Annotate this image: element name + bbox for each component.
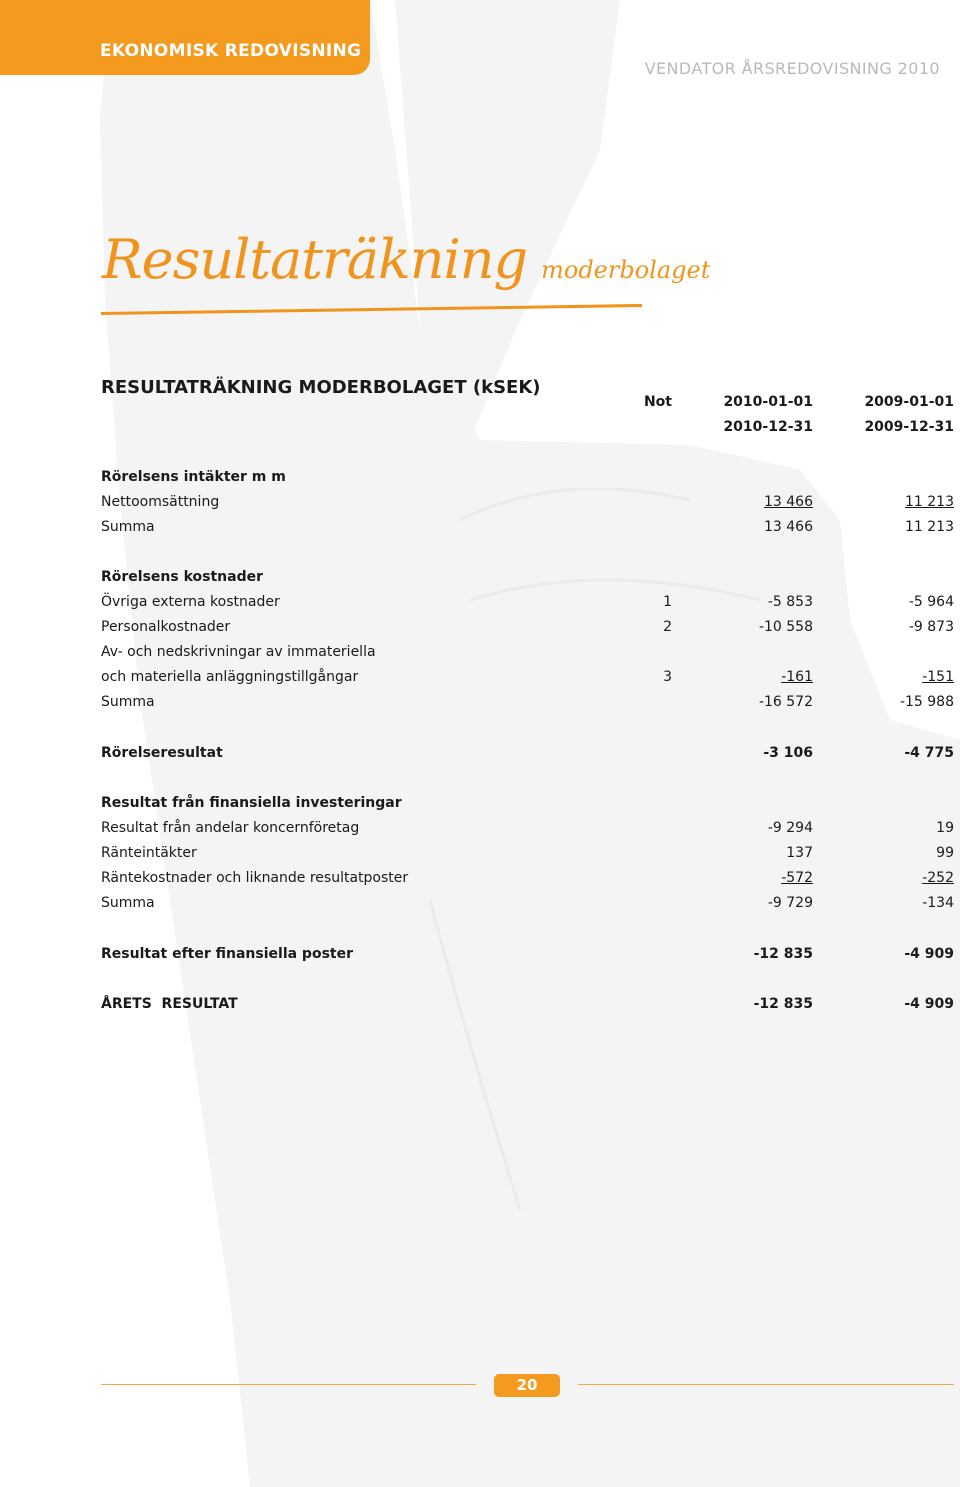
- row-label: ÅRETS RESULTAT: [101, 996, 238, 1012]
- column-header-2009-end: 2009-12-31: [864, 419, 954, 435]
- section-heading: Rörelsens kostnader: [101, 569, 264, 585]
- row-value-2009: 19: [936, 820, 954, 836]
- row-label: Räntekostnader och liknande resultatposter: [101, 870, 409, 886]
- row-value-2010: -10 558: [758, 619, 813, 635]
- row-label: Ränteintäkter: [101, 845, 197, 861]
- row-value-2009: -252: [922, 870, 954, 886]
- row-label: Övriga externa kostnader: [101, 594, 280, 610]
- heading-sub: moderbolaget: [541, 256, 711, 284]
- section-heading: Rörelsens intäkter m m: [101, 469, 286, 485]
- column-header-2010-end: 2010-12-31: [723, 419, 813, 435]
- row-value-2010: -12 835: [753, 946, 813, 962]
- row-value-2010: -9 294: [767, 820, 813, 836]
- page-heading: [102, 228, 710, 291]
- row-label: Summa: [101, 694, 155, 710]
- row-value-2009: -9 873: [908, 619, 954, 635]
- row-label: Summa: [101, 519, 155, 535]
- row-value-2010: -572: [781, 870, 813, 886]
- row-note: 3: [663, 669, 672, 685]
- table-title: RESULTATRÄKNING MODERBOLAGET (kSEK): [101, 377, 541, 398]
- row-label: och materiella anläggningstillgångar: [101, 669, 359, 685]
- heading-main: Resultaträkning: [102, 228, 528, 291]
- row-value-2009: -134: [922, 895, 954, 911]
- row-label: Rörelseresultat: [101, 745, 223, 761]
- row-value-2009: 11 213: [905, 519, 954, 535]
- column-header-2010-start: 2010-01-01: [723, 394, 813, 410]
- row-value-2010: -12 835: [753, 996, 813, 1012]
- row-label: Summa: [101, 895, 155, 911]
- row-value-2010: 137: [786, 845, 813, 861]
- row-value-2010: 13 466: [764, 494, 813, 510]
- page-number: 20: [494, 1374, 560, 1397]
- document-title: VENDATOR ÅRSREDOVISNING 2010: [644, 59, 940, 78]
- row-value-2009: -5 964: [908, 594, 954, 610]
- row-value-2010: -3 106: [763, 745, 813, 761]
- row-note: 1: [663, 594, 672, 610]
- footer-rule-right: [578, 1384, 954, 1385]
- row-label: Resultat från andelar koncernföretag: [101, 820, 360, 836]
- row-value-2009: -4 909: [904, 946, 954, 962]
- row-label: Av- och nedskrivningar av immateriella: [101, 644, 376, 660]
- section-tab: [0, 0, 370, 75]
- section-label: EKONOMISK REDOVISNING: [100, 41, 362, 61]
- row-label: Resultat efter finansiella poster: [101, 946, 353, 962]
- row-note: 2: [663, 619, 672, 635]
- column-header-2009-start: 2009-01-01: [864, 394, 954, 410]
- section-heading: Resultat från finansiella investeringar: [101, 795, 402, 811]
- row-value-2009: -15 988: [899, 694, 954, 710]
- row-value-2010: -16 572: [758, 694, 813, 710]
- row-value-2009: 11 213: [905, 494, 954, 510]
- row-label: Personalkostnader: [101, 619, 231, 635]
- row-value-2010: 13 466: [764, 519, 813, 535]
- column-header-not: Not: [643, 394, 672, 410]
- row-value-2009: -4 909: [904, 996, 954, 1012]
- row-value-2010: -5 853: [767, 594, 813, 610]
- row-value-2009: -151: [922, 669, 954, 685]
- row-value-2009: -4 775: [904, 745, 954, 761]
- row-value-2010: -161: [781, 669, 813, 685]
- footer-rule-left: [101, 1384, 476, 1385]
- row-value-2010: -9 729: [767, 895, 813, 911]
- row-value-2009: 99: [936, 845, 954, 861]
- row-label: Nettoomsättning: [101, 494, 220, 510]
